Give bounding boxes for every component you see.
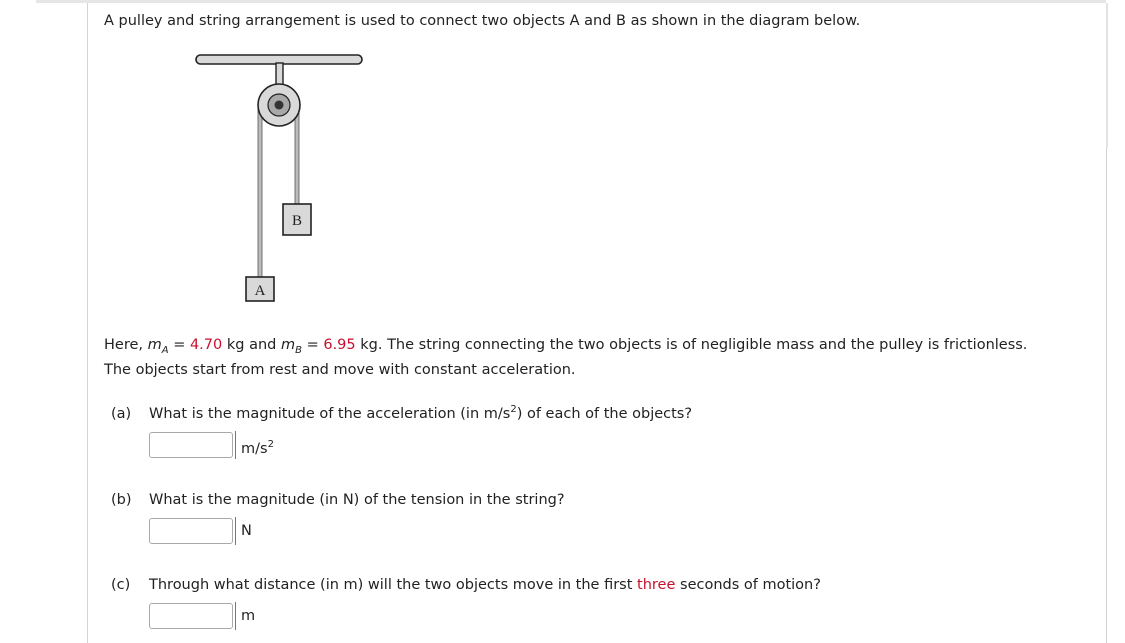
string-left — [258, 105, 262, 277]
string-right — [295, 105, 299, 204]
question-c-label: (c) — [111, 577, 131, 593]
block-a-label: A — [254, 283, 266, 299]
mass-a-symbol: $m_A$ — [147, 337, 169, 356]
pulley-diagram — [190, 48, 370, 308]
mass-a-value: 4.70 — [189, 337, 223, 353]
answer-input-b[interactable] — [149, 518, 233, 544]
highlight-three: three — [637, 577, 676, 593]
unit-b: N — [235, 517, 252, 545]
question-b-label: (b) — [111, 492, 132, 508]
question-b: (b) What is the magnitude (in N) of the tension in the string? — [111, 492, 565, 508]
question-a-label: (a) — [111, 406, 132, 422]
answer-input-c[interactable] — [149, 603, 233, 629]
unit-a: $m/s^2$ — [235, 431, 274, 459]
question-a: (a) What is the magnitude of the acceleration (in $m/s^2$) of each of the objects? — [111, 404, 693, 422]
pulley-axle — [275, 101, 284, 110]
answer-row-c — [149, 602, 255, 630]
given-line-2: The objects start from rest and move with constant acceleration. — [104, 362, 576, 378]
mass-b-symbol: $m_B$ — [280, 337, 302, 356]
intro-text: A pulley and string arrangement is used to connect two objects A and B as shown in the diagram below. — [104, 13, 861, 29]
answer-row-a — [149, 431, 274, 459]
mass-b-value: 6.95 — [323, 337, 356, 353]
question-c: (c) Through what distance (in m) will the two objects move in the first three seconds of motion? — [111, 577, 821, 593]
card-shadow — [1106, 3, 1108, 148]
block-b-label: B — [291, 213, 303, 229]
given-values-line: Here, $m_A = 4.70$ kg and $m_B = 6.95$ kg. The string connecting the two objects is of negligible mass and the pulley is frictionless. — [104, 337, 1028, 356]
given-here: Here, — [104, 337, 143, 353]
answer-input-a[interactable] — [149, 432, 233, 458]
answer-row-b — [149, 517, 252, 545]
unit-c: m — [235, 602, 255, 630]
